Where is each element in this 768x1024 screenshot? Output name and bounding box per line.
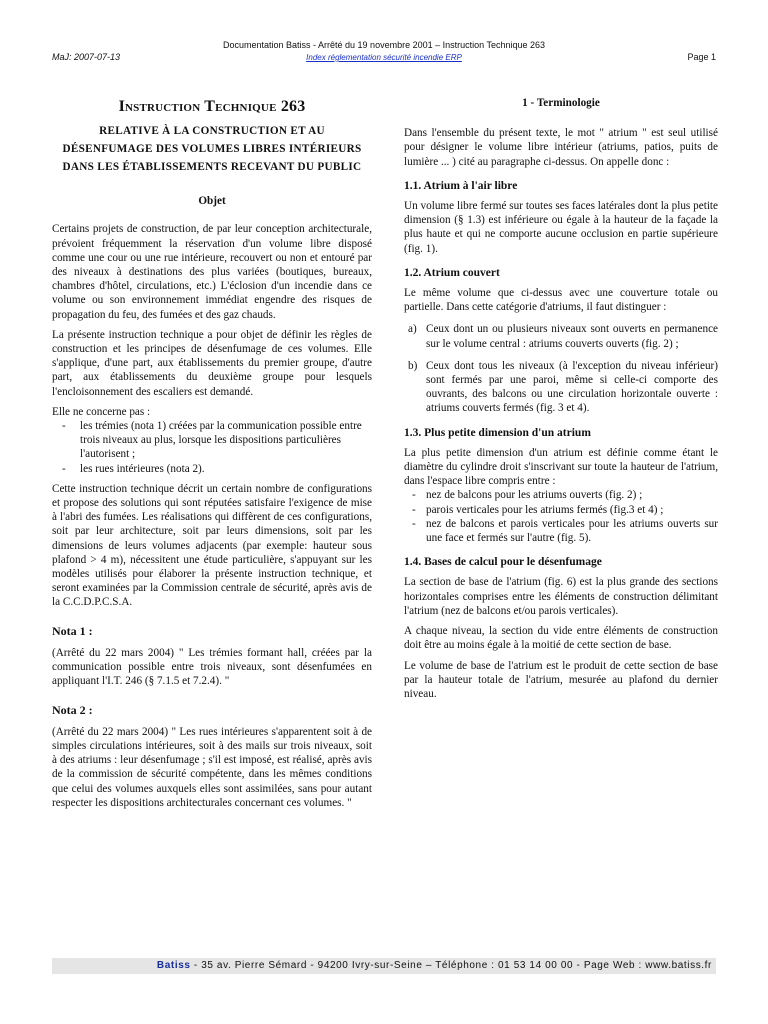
document-subtitle-line-2: DÉSENFUMAGE DES VOLUMES LIBRES INTÉRIEURS: [62, 143, 362, 156]
nota-2-text: (Arrêté du 22 mars 2004) " Les rues intérieures s'apparentent soit à de simples circulations intérieures, soit à des mails sur trois niveaux, soit à des atriums : leur désenfumage ; s'il est imposé, est réalisé, après avis de la commission de sécurité compétente, dans les mêmes conditions que celui des volumes auxquels elles sont assimilées, sans pour autant respecter les dispositions architecturales concernant ces volumes. ": [52, 725, 372, 809]
objet-paragraph-1: Certains projets de construction, de par leur conception architecturale, prévoient fréquemment la réservation d'un volume libre disposé comme une cour ou une rue intérieure, recouvert ou non et entouré par des niveaux à destinations des plus variées (boutiques, bureaux, chambres d'hôtel, circulations, etc.) L'éclosion d'un incendie dans ce volume ou son environnement immédiat engendre des risques de propagation du feu, des fumées et des gaz chauds.: [52, 223, 372, 321]
terminologie-intro: Dans l'ensemble du présent texte, le mot " atrium " est seul utilisé pour désigner le volume libre intérieur (atriums, patios, puits de lumière ... ) cité au paragraphe ci-dessus. On appelle donc :: [404, 127, 718, 168]
list-item: [404, 359, 718, 416]
heading-1-1: 1.1. Atrium à l'air libre: [404, 179, 518, 192]
atrium-type-list: [404, 322, 718, 415]
list-item: [404, 322, 718, 350]
list-item: - les rues intérieures (nota 2).: [52, 462, 372, 476]
left-column: [52, 96, 372, 816]
page-number: Page 1: [687, 52, 716, 62]
objet-heading: Objet: [198, 195, 226, 208]
list-item-text: Ceux dont tous les niveaux (à l'exception du niveau inférieur) sont fermés par une paroi, même si celle-ci comporte des ouvrants, des balcons ou une circulation horizontale ouverte : atriums couverts fermés (fig. 3 et 4).: [426, 359, 718, 415]
list-item: - les trémies (nota 1) créées par la communication possible entre trois niveaux au plus, lorsque les dispositions particulières l'autorisent ;: [52, 419, 372, 462]
page-footer: [52, 958, 716, 974]
nota-1-text: (Arrêté du 22 mars 2004) " Les trémies formant hall, créées par la communication possible entre trois niveaux, sont désenfumées en appliquant l'I.T. 246 (§ 7.1.5 et 7.2.4). ": [52, 646, 372, 688]
objet-paragraph-3: Elle ne concerne pas :: [52, 405, 151, 418]
document-title: Instruction Technique 263: [118, 98, 306, 115]
footer-contact: - 35 av. Pierre Sémard - 94200 Ivry-sur-Seine – Téléphone : 01 53 14 00 00 - Page Web : www.batiss.fr: [190, 960, 712, 971]
heading-1-4: 1.4. Bases de calcul pour le désenfumage: [404, 556, 602, 569]
paragraph-1-1: Un volume libre fermé sur toutes ses faces latérales dont la plus petite dimension (§ 1.3) est inférieure ou égale à la hauteur de la façade la plus haute et qui ne comporte aucune occlusion en partie supérieure (fig. 1).: [404, 200, 718, 255]
list-item: - parois verticales pour les atriums fermés (fig.3 et 4) ;: [404, 503, 718, 517]
heading-1-3: 1.3. Plus petite dimension d'un atrium: [404, 426, 591, 439]
page-header: [52, 40, 716, 66]
nota-1-heading: Nota 1 :: [52, 623, 93, 638]
document-subtitle-line-1: RELATIVE À LA CONSTRUCTION ET AU: [99, 125, 325, 138]
paragraph-1-4-a: La section de base de l'atrium (fig. 6) est la plus grande des sections horizontales comprises entre les éléments de construction délimitant l'atrium (nez de balcons et/ou parois verticales).: [404, 576, 718, 617]
paragraph-1-3: La plus petite dimension d'un atrium est définie comme étant le diamètre du cylindre droit s'inscrivant sur toute la hauteur de l'atrium, dans l'espace libre compris entre :: [404, 446, 718, 488]
list-marker: a): [408, 323, 417, 336]
nota-2-heading: Nota 2 :: [52, 702, 93, 717]
objet-paragraph-2: La présente instruction technique a pour objet de définir les règles de construction et les principes de désenfumage de ces volumes. Elle s'applique, d'une part, aux établissements du premier groupe, d'autre part, aux établissements du deuxième groupe pour lesquels l'encloisonnement des escaliers est demandé.: [52, 328, 372, 398]
section-terminologie-heading: 1 - Terminologie: [522, 97, 600, 109]
document-subtitle-line-3: DANS LES ÉTABLISSEMENTS RECEVANT DU PUBLIC: [62, 161, 362, 174]
objet-paragraph-4: Cette instruction technique décrit un certain nombre de configurations et propose des solutions qui sont réputées satisfaire l'exigence de mise à l'abri des fumées. Les réalisations qui diffèrent de ces configurations, soit par leur architecture, soit par leurs dimensions, soit par les dimensions de leurs volumes adjacents (par exemple: hauteur sous plafond > 4 m), nécessitent une étude particulière, s'appuyant sur les modèles utilisés pour élaborer la présente instruction technique, et seront examinées par la Commission centrale de sécurité, après avis de la C.C.D.P.C.S.A.: [52, 482, 372, 609]
paragraph-1-4-b: A chaque niveau, la section du vide entre éléments de construction doit être au moins égale à la moitié de cette section de base.: [404, 625, 718, 652]
header-title: Documentation Batiss - Arrêté du 19 novembre 2001 – Instruction Technique 263: [222, 40, 546, 50]
index-link[interactable]: Index réglementation sécurité incendie ERP: [306, 53, 462, 62]
dimension-list: [404, 488, 718, 545]
list-item-text: Ceux dont un ou plusieurs niveaux sont ouverts en permanence sur le volume central : atriums couverts ouverts (fig. 2) ;: [426, 323, 718, 350]
paragraph-1-4-c: Le volume de base de l'atrium est le produit de cette section de base par la hauteur totale de l'atrium, mesurée au plafond du dernier niveau.: [404, 659, 718, 700]
list-marker: b): [408, 359, 418, 372]
right-column: [404, 96, 718, 707]
heading-1-2: 1.2. Atrium couvert: [404, 266, 500, 279]
list-item: - nez de balcons pour les atriums ouverts (fig. 2) ;: [404, 488, 718, 502]
update-date: MaJ: 2007-07-13: [52, 52, 121, 62]
brand-name: Batiss: [156, 960, 191, 971]
exclusion-list: [52, 419, 372, 476]
paragraph-1-2: Le même volume que ci-dessus avec une couverture totale ou partielle. Dans cette catégorie d'atriums, il faut distinguer :: [404, 287, 718, 314]
list-item: - nez de balcons et parois verticales pour les atriums ouverts sur une face et fermés sur l'autre (fig. 5).: [404, 517, 718, 545]
